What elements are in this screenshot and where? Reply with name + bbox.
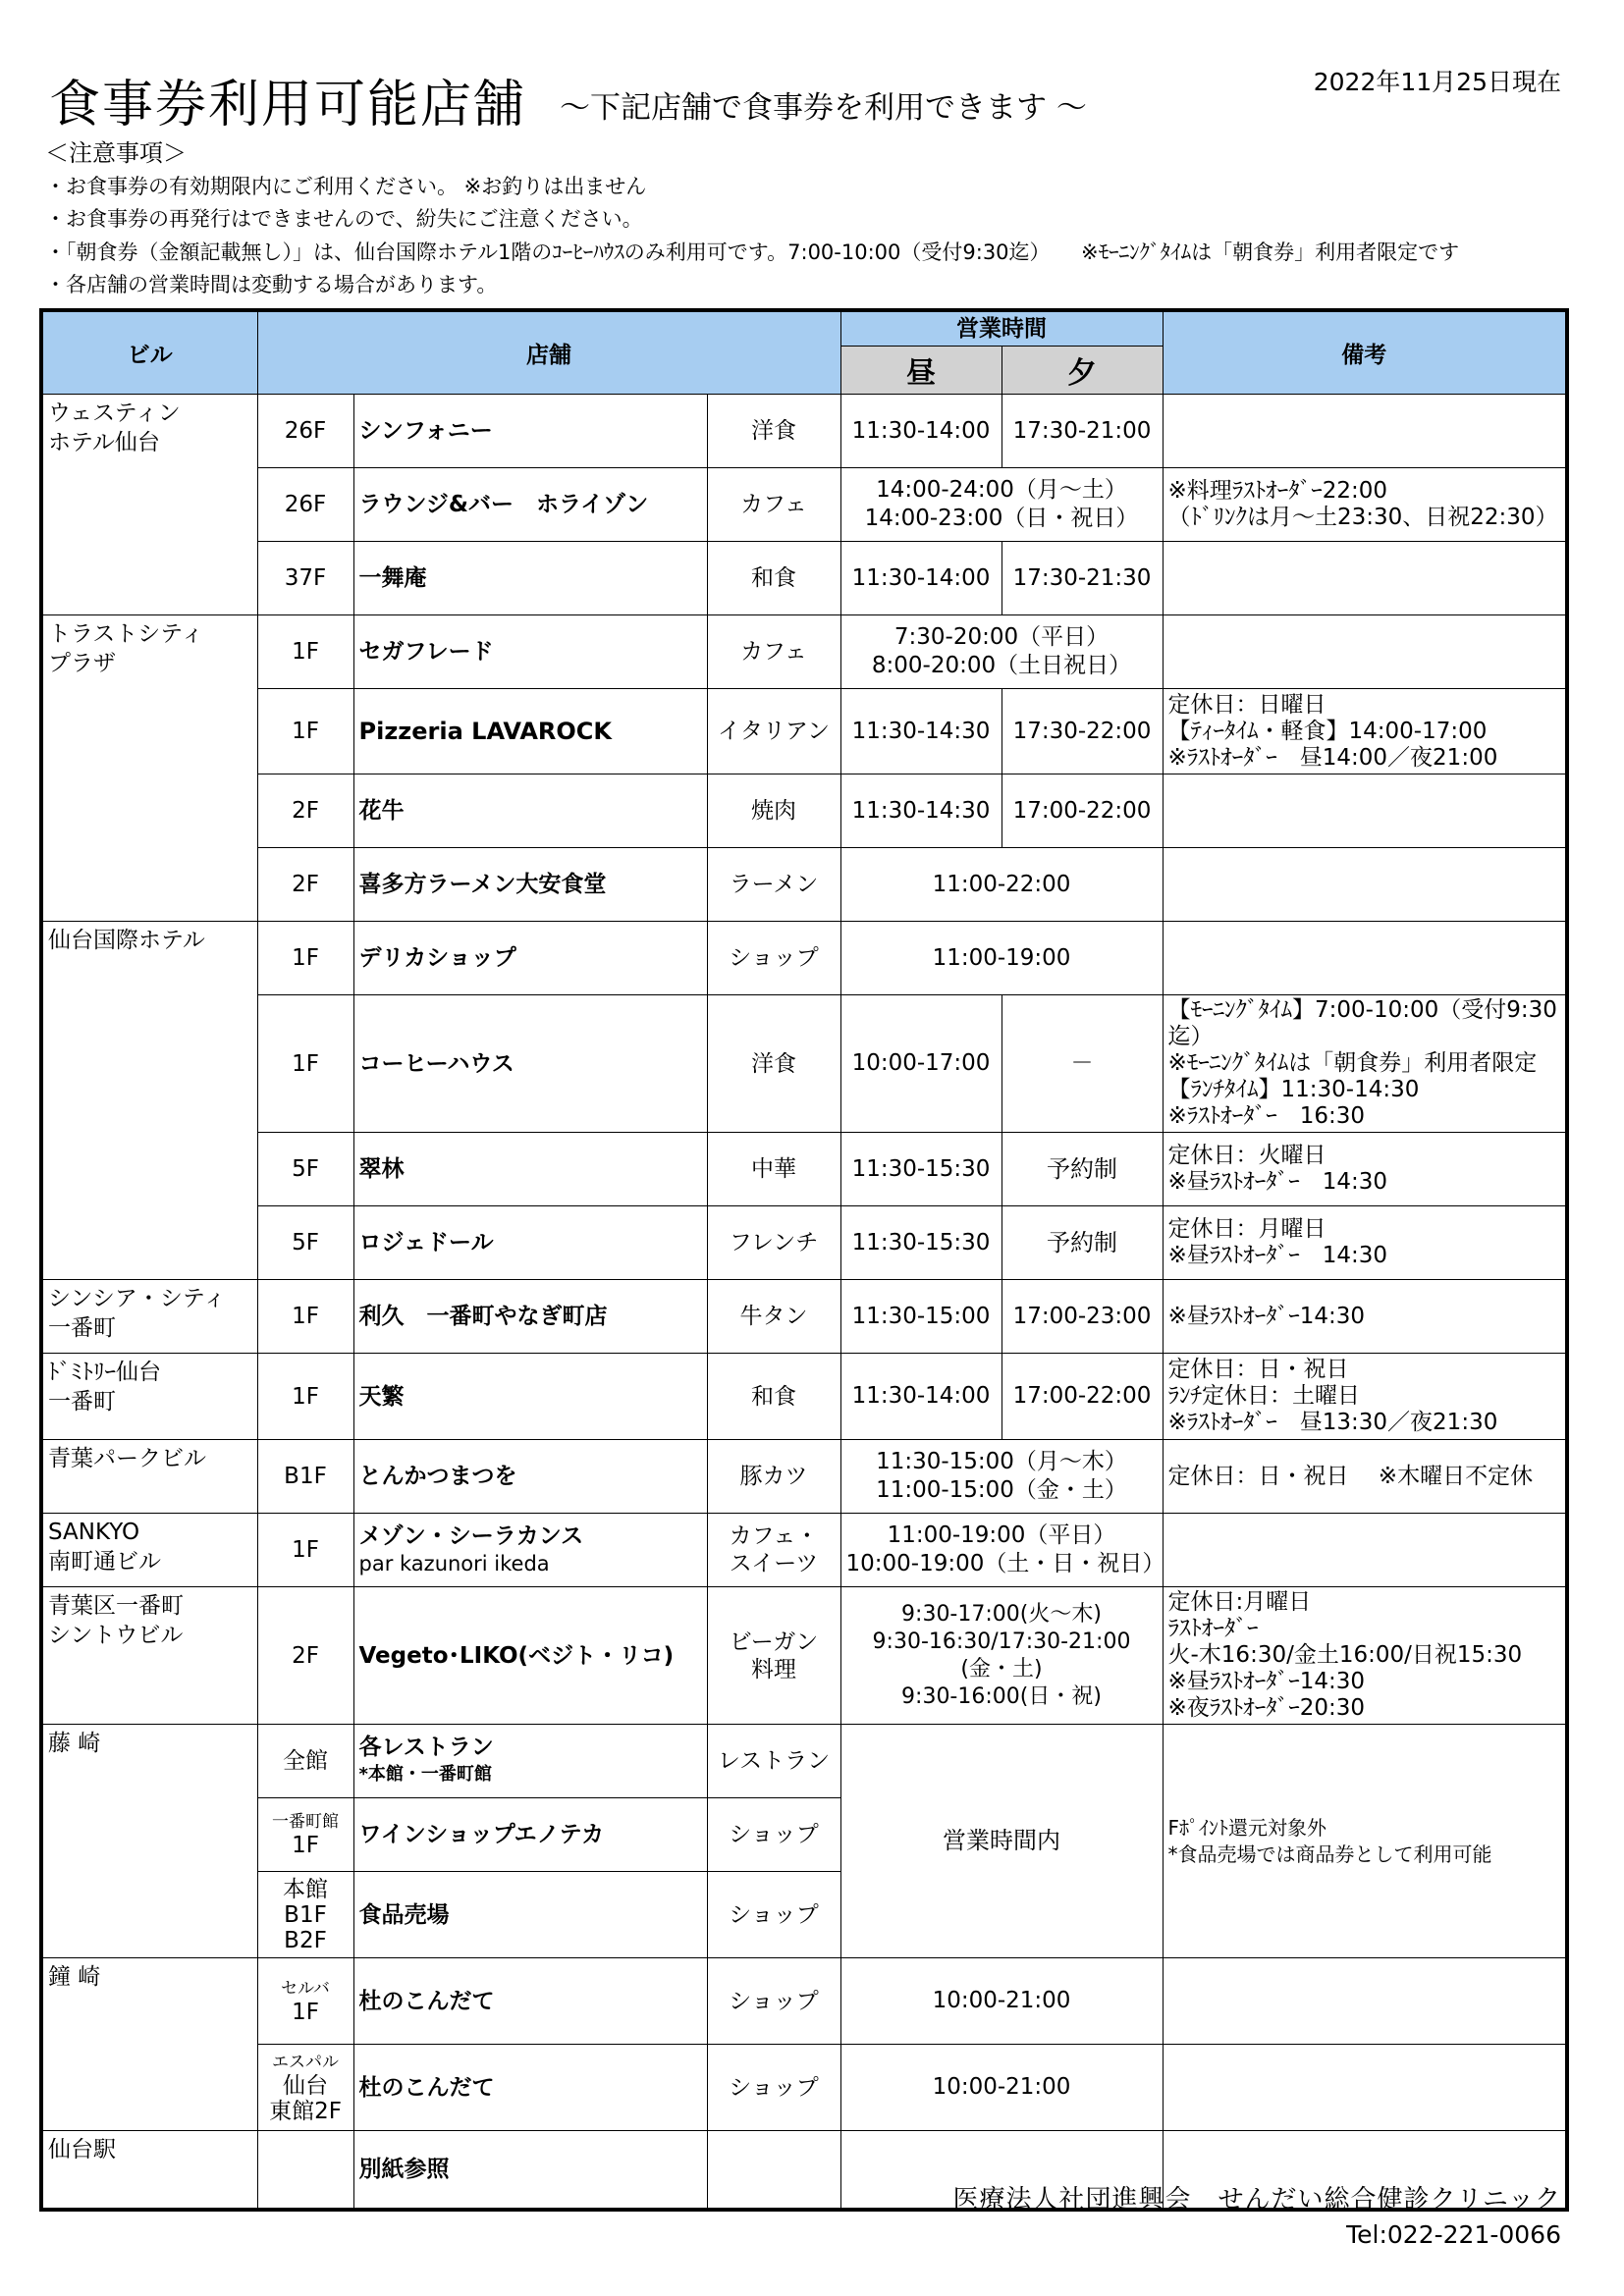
floor-cell: 26F bbox=[257, 395, 353, 468]
header-hours: 営業時間 bbox=[840, 310, 1163, 347]
remarks-cell bbox=[1163, 848, 1567, 922]
table-row bbox=[41, 615, 1567, 689]
table-row bbox=[41, 468, 1567, 542]
header-shop: 店舗 bbox=[257, 310, 840, 395]
genre-cell: 豚カツ bbox=[707, 1440, 840, 1514]
remarks-cell: 定休日：日・祝日 ﾗﾝﾁ定休日：土曜日 ※ﾗｽﾄｵｰﾀﾞｰ 昼13:30／夜21:30 bbox=[1163, 1354, 1567, 1440]
lunch-hours: 11:30-14:00 bbox=[840, 395, 1001, 468]
genre-cell: ビーガン 料理 bbox=[707, 1587, 840, 1725]
business-hours: 7:30-20:00（平日） 8:00-20:00（土日祝日） bbox=[840, 615, 1163, 689]
dinner-hours: 17:00-22:00 bbox=[1001, 1354, 1163, 1440]
table-row bbox=[41, 995, 1567, 1133]
note-item: ・各店舗の営業時間は変動する場合があります。 bbox=[45, 273, 498, 296]
genre-cell: ショップ bbox=[707, 922, 840, 995]
table-row bbox=[41, 2045, 1567, 2131]
dinner-hours: 17:00-22:00 bbox=[1001, 774, 1163, 848]
footer-tel: Tel:022-221-0066 bbox=[1346, 2220, 1561, 2249]
lunch-hours: 10:00-17:00 bbox=[840, 995, 1001, 1133]
building-name: 青葉パークビル bbox=[41, 1440, 257, 1514]
genre-cell: ショップ bbox=[707, 2045, 840, 2131]
shop-name: 各レストラン *本館・一番町館 bbox=[353, 1725, 707, 1798]
notes-section bbox=[45, 137, 1459, 302]
remarks-cell bbox=[1163, 615, 1567, 689]
genre-cell: ショップ bbox=[707, 1872, 840, 1958]
shop-name: コーヒーハウス bbox=[353, 995, 707, 1133]
page-title: 食事券利用可能店舗 bbox=[49, 76, 527, 134]
table-row bbox=[41, 1725, 1567, 1798]
floor-cell: 5F bbox=[257, 1206, 353, 1280]
shop-name: デリカショップ bbox=[353, 922, 707, 995]
dinner-hours: 予約制 bbox=[1001, 1206, 1163, 1280]
genre-cell: 和食 bbox=[707, 1354, 840, 1440]
shop-name: 杜のこんだて bbox=[353, 2045, 707, 2131]
floor-cell: 1F bbox=[257, 995, 353, 1133]
table-row bbox=[41, 848, 1567, 922]
header-building: ビル bbox=[41, 310, 257, 395]
notes-heading: ＜注意事項＞ bbox=[45, 139, 187, 167]
page-subtitle: ～下記店舗で食事券を利用できます ～ bbox=[560, 90, 1087, 126]
shop-subname: par kazunori ikeda bbox=[358, 1552, 550, 1575]
genre-cell bbox=[707, 2131, 840, 2210]
remarks-cell bbox=[1163, 922, 1567, 995]
remarks-cell bbox=[1163, 1514, 1567, 1587]
note-item: ・お食事券の有効期限内にご利用ください。 ※お釣りは出ません bbox=[45, 174, 647, 198]
remarks-cell: Fﾎﾟｲﾝﾄ還元対象外 *食品売場では商品券として利用可能 bbox=[1163, 1725, 1567, 1958]
floor-cell: 全館 bbox=[257, 1725, 353, 1798]
remarks-cell: 【ﾓｰﾆﾝｸﾞﾀｲﾑ】7:00-10:00（受付9:30迄） ※ﾓｰﾆﾝｸﾞﾀｲﾑは「朝食券」利用者限定 【ﾗﾝﾁﾀｲﾑ】11:30-14:30 ※ﾗｽﾄｵｰﾀﾞｰ 16:30 bbox=[1163, 995, 1567, 1133]
genre-cell: フレンチ bbox=[707, 1206, 840, 1280]
genre-cell: カフェ・ スイーツ bbox=[707, 1514, 840, 1587]
building-name: 仙台駅 bbox=[41, 2131, 257, 2210]
table-row bbox=[41, 922, 1567, 995]
shop-name: 別紙参照 bbox=[353, 2131, 707, 2210]
store-table bbox=[39, 308, 1569, 2212]
building-name: トラストシティ プラザ bbox=[41, 615, 257, 922]
floor-cell bbox=[257, 2131, 353, 2210]
shop-name: Pizzeria LAVAROCK bbox=[353, 689, 707, 774]
dinner-hours: 17:30-22:00 bbox=[1001, 689, 1163, 774]
remarks-cell: ※昼ﾗｽﾄｵｰﾀﾞｰ14:30 bbox=[1163, 1280, 1567, 1354]
shop-name: とんかつまつを bbox=[353, 1440, 707, 1514]
building-name: 青葉区一番町 シントウビル bbox=[41, 1587, 257, 1725]
business-hours: 11:00-19:00 bbox=[840, 922, 1163, 995]
business-hours: 11:00-22:00 bbox=[840, 848, 1163, 922]
lunch-hours: 11:30-14:30 bbox=[840, 689, 1001, 774]
floor-cell: 26F bbox=[257, 468, 353, 542]
building-name: 仙台国際ホテル bbox=[41, 922, 257, 1280]
as-of-date: 2022年11月25日現在 bbox=[1313, 68, 1561, 96]
shop-name: ワインショップエノテカ bbox=[353, 1798, 707, 1872]
shop-name: 天繁 bbox=[353, 1354, 707, 1440]
business-hours: 営業時間内 bbox=[840, 1725, 1163, 1958]
business-hours: 9:30-17:00(火～木) 9:30-16:30/17:30-21:00 (金・土) 9:30-16:00(日・祝) bbox=[840, 1587, 1163, 1725]
shop-name: 食品売場 bbox=[353, 1872, 707, 1958]
genre-cell: 和食 bbox=[707, 542, 840, 615]
floor-cell: B1F bbox=[257, 1440, 353, 1514]
table-row bbox=[41, 1514, 1567, 1587]
remarks-cell: ※料理ﾗｽﾄｵｰﾀﾞｰ22:00 （ﾄﾞﾘﾝｸは月～土23:30、日祝22:30） bbox=[1163, 468, 1567, 542]
lunch-hours: 11:30-14:30 bbox=[840, 774, 1001, 848]
shop-name: メゾン・シーラカンス par kazunori ikeda bbox=[353, 1514, 707, 1587]
remarks-cell: 定休日：日・祝日 ※木曜日不定休 bbox=[1163, 1440, 1567, 1514]
floor-cell: エスパル 仙台 東館2F bbox=[257, 2045, 353, 2131]
shop-name: 花牛 bbox=[353, 774, 707, 848]
header-remarks: 備考 bbox=[1163, 310, 1567, 395]
genre-cell: ショップ bbox=[707, 1958, 840, 2045]
genre-cell: 洋食 bbox=[707, 995, 840, 1133]
genre-cell: イタリアン bbox=[707, 689, 840, 774]
shop-name: ラウンジ&バー ホライゾン bbox=[353, 468, 707, 542]
lunch-hours: 11:30-15:30 bbox=[840, 1206, 1001, 1280]
genre-cell: 洋食 bbox=[707, 395, 840, 468]
floor-cell: 一番町館 1F bbox=[257, 1798, 353, 1872]
dinner-hours: 17:30-21:00 bbox=[1001, 395, 1163, 468]
remarks-cell: 定休日：日曜日 【ﾃｨｰﾀｲﾑ・軽食】14:00-17:00 ※ﾗｽﾄｵｰﾀﾞｰ 昼14:00／夜21:00 bbox=[1163, 689, 1567, 774]
building-name: ﾄﾞﾐﾄﾘｰ仙台 一番町 bbox=[41, 1354, 257, 1440]
table-row bbox=[41, 1440, 1567, 1514]
floor-cell: 5F bbox=[257, 1133, 353, 1206]
table-row bbox=[41, 1354, 1567, 1440]
remarks-cell bbox=[1163, 395, 1567, 468]
floor-cell: 2F bbox=[257, 1587, 353, 1725]
business-hours: 11:30-15:00（月～木） 11:00-15:00（金・土） bbox=[840, 1440, 1163, 1514]
remarks-cell bbox=[1163, 542, 1567, 615]
genre-cell: カフェ bbox=[707, 615, 840, 689]
dinner-hours: － bbox=[1001, 995, 1163, 1133]
floor-cell: 2F bbox=[257, 848, 353, 922]
table-row bbox=[41, 689, 1567, 774]
table-row bbox=[41, 1958, 1567, 2045]
shop-name: 喜多方ラーメン大安食堂 bbox=[353, 848, 707, 922]
lunch-hours: 11:30-15:30 bbox=[840, 1133, 1001, 1206]
genre-cell: レストラン bbox=[707, 1725, 840, 1798]
remarks-cell: 定休日:月曜日 ﾗｽﾄｵｰﾀﾞｰ 火-木16:30/金土16:00/日祝15:30 ※昼ﾗｽﾄｵｰﾀﾞｰ14:30 ※夜ﾗｽﾄｵｰﾀﾞｰ20:30 bbox=[1163, 1587, 1567, 1725]
shop-name: Vegeto･LIKO(ベジト・リコ) bbox=[353, 1587, 707, 1725]
floor-cell: 1F bbox=[257, 1514, 353, 1587]
genre-cell: ショップ bbox=[707, 1798, 840, 1872]
building-name: 鐘 崎 bbox=[41, 1958, 257, 2131]
table-row bbox=[41, 1206, 1567, 1280]
shop-name: セガフレード bbox=[353, 615, 707, 689]
genre-cell: ラーメン bbox=[707, 848, 840, 922]
table-row bbox=[41, 1280, 1567, 1354]
shop-name: 翠林 bbox=[353, 1133, 707, 1206]
lunch-hours: 11:30-14:00 bbox=[840, 1354, 1001, 1440]
dinner-hours: 予約制 bbox=[1001, 1133, 1163, 1206]
business-hours: 10:00-21:00 bbox=[840, 2045, 1163, 2131]
floor-cell: 1F bbox=[257, 1354, 353, 1440]
floor-cell: 1F bbox=[257, 1280, 353, 1354]
shop-name: 杜のこんだて bbox=[353, 1958, 707, 2045]
business-hours: 10:00-21:00 bbox=[840, 1958, 1163, 2045]
business-hours: 14:00-24:00（月～土） 14:00-23:00（日・祝日） bbox=[840, 468, 1163, 542]
building-name: ウェスティン ホテル仙台 bbox=[41, 395, 257, 615]
table-row bbox=[41, 1587, 1567, 1725]
floor-cell: 1F bbox=[257, 615, 353, 689]
floor-cell: 2F bbox=[257, 774, 353, 848]
shop-name: 利久 一番町やなぎ町店 bbox=[353, 1280, 707, 1354]
floor-cell: 37F bbox=[257, 542, 353, 615]
table-row bbox=[41, 774, 1567, 848]
shop-name: ロジェドール bbox=[353, 1206, 707, 1280]
floor-cell: 1F bbox=[257, 922, 353, 995]
floor-cell: 本館 B1F B2F bbox=[257, 1872, 353, 1958]
lunch-hours: 11:30-14:00 bbox=[840, 542, 1001, 615]
genre-cell: カフェ bbox=[707, 468, 840, 542]
dinner-hours: 17:30-21:30 bbox=[1001, 542, 1163, 615]
shop-name: シンフォニー bbox=[353, 395, 707, 468]
building-name: SANKYO 南町通ビル bbox=[41, 1514, 257, 1587]
remarks-cell: 定休日：月曜日 ※昼ﾗｽﾄｵｰﾀﾞｰ 14:30 bbox=[1163, 1206, 1567, 1280]
lunch-hours: 11:30-15:00 bbox=[840, 1280, 1001, 1354]
floor-cell: セルバ 1F bbox=[257, 1958, 353, 2045]
remarks-cell bbox=[1163, 2045, 1567, 2131]
business-hours: 11:00-19:00（平日） 10:00-19:00（土・日・祝日） bbox=[840, 1514, 1163, 1587]
remarks-cell bbox=[1163, 1958, 1567, 2045]
table-row bbox=[41, 542, 1567, 615]
note-item: ・お食事券の再発行はできませんので、紛失にご注意ください。 bbox=[45, 207, 643, 231]
remarks-cell: 定休日：火曜日 ※昼ﾗｽﾄｵｰﾀﾞｰ 14:30 bbox=[1163, 1133, 1567, 1206]
shop-subname: *本館・一番町館 bbox=[358, 1764, 492, 1785]
genre-cell: 中華 bbox=[707, 1133, 840, 1206]
genre-cell: 焼肉 bbox=[707, 774, 840, 848]
floor-cell: 1F bbox=[257, 689, 353, 774]
table-row bbox=[41, 395, 1567, 468]
note-item: ・「朝食券（金額記載無し）」は、仙台国際ホテル1階のｺｰﾋｰﾊｳｽのみ利用可です。7:00-10:00（受付9:30迄） ※ﾓｰﾆﾝｸﾞﾀｲﾑは「朝食券」利用者限定です bbox=[45, 240, 1460, 264]
remarks-cell bbox=[1163, 774, 1567, 848]
table-row bbox=[41, 1133, 1567, 1206]
building-name: 藤 崎 bbox=[41, 1725, 257, 1958]
genre-cell: 牛タン bbox=[707, 1280, 840, 1354]
building-name: シンシア・シティ 一番町 bbox=[41, 1280, 257, 1354]
header-dinner: 夕 bbox=[1001, 347, 1163, 395]
shop-name: 一舞庵 bbox=[353, 542, 707, 615]
dinner-hours: 17:00-23:00 bbox=[1001, 1280, 1163, 1354]
header-lunch: 昼 bbox=[840, 347, 1001, 395]
footer-organization: 医療法人社団進興会 せんだい総合健診クリニック bbox=[952, 2185, 1561, 2215]
